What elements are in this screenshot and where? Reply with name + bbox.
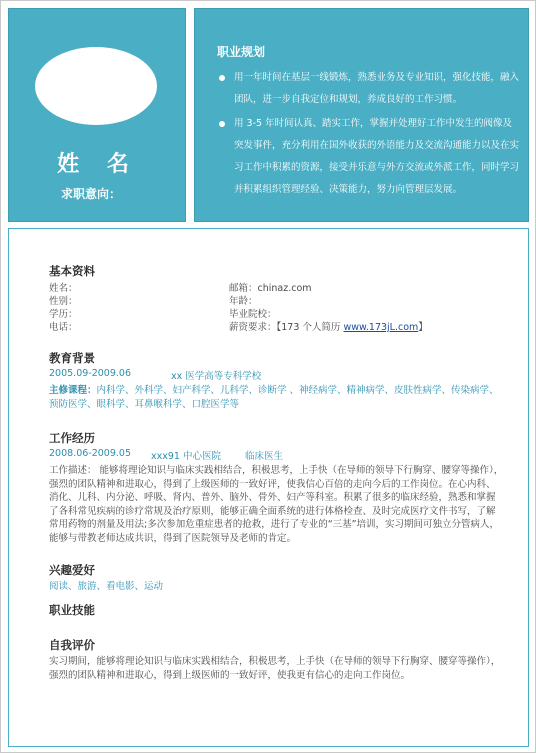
salary-label (229, 319, 428, 333)
education-period: 2005.09-2009.06 (49, 368, 131, 379)
career-plan-panel (194, 8, 529, 222)
career-plan-title: 职业规划 (217, 45, 266, 59)
work-title: 工作经历 (49, 431, 95, 445)
avatar (35, 47, 157, 125)
gender-label: 性别： (49, 296, 78, 307)
career-plan-item: 用一年时间在基层一线锻炼，熟悉业务及专业知识，强化技能，融入团队，进一步自我定位和规划，养成良好的工作习惯。 (217, 67, 521, 111)
self-eval-title: 自我评价 (49, 638, 95, 652)
career-plan-item: 用 3-5 年时间认真、踏实工作，掌握并处理好工作中发生的阀像及突发事件，充分利用在国外收获的外语能力及交流沟通能力以及在实习工作中积累的资源，接受并乐意与外方交流或外派工作，同时学习并积累组织管理经验、决策能力，努力向管理层发展。 (217, 113, 521, 201)
hobbies-title: 兴趣爱好 (49, 563, 95, 577)
basic-info-title: 基本资料 (49, 264, 95, 278)
phone-label: 电话： (49, 322, 78, 333)
profile-panel (8, 8, 186, 222)
job-intent: 求职意向： (61, 187, 122, 201)
education-title: 教育背景 (49, 351, 95, 365)
career-plan-list (217, 67, 521, 203)
education-courses (49, 384, 504, 411)
work-period: 2008.06-2009.05 (49, 448, 131, 459)
education-label: 学历： (49, 309, 78, 320)
work-position: 临床医生 (245, 451, 284, 462)
resume-body (8, 228, 529, 747)
work-company: xxx91 中心医院 (151, 451, 221, 462)
education-school: xx 医学高等专科学校 (171, 371, 262, 382)
name-label: 姓名： (49, 283, 78, 294)
salary-text: 薪资要求：【173 个人简历 (229, 322, 344, 333)
courses-text: 内科学、外科学、妇产科学、儿科学、诊断学 、神经病学、精神病学、皮肤性病学、传染病学、预防医学、眼科学、耳鼻喉科学、口腔医学等 (49, 385, 499, 410)
age-label: 年龄： (229, 296, 258, 307)
self-eval-content: 实习期间，能够将理论知识与临床实践相结合，积极思考，上手快（在导师的领导下行胸穿、腰穿等操作），强烈的团队精神和进取心，得到上级医师的一致好评，使我更有信心的走向工作岗位。 (49, 656, 501, 681)
website-link[interactable]: www.173jL.com (343, 322, 419, 333)
school-label: 毕业院校： (229, 309, 277, 320)
person-name: 姓 名 (57, 152, 139, 177)
skills-title: 职业技能 (49, 603, 95, 617)
hobbies-content: 阅读、旅游、看电影、运动 (49, 581, 164, 592)
work-description: 工作描述： 能够将理论知识与临床实践相结合，积极思考，上手快（在导师的领导下行胸穿、腰穿等操作），强烈的团队精神和进取心，得到了上级医师的一致好评，使我信心百倍的走向今后的工作岗位。在心内科、消化、儿科、内分泌、呼吸、肾内、普外、脑外、骨外、妇产等科室。积累了很多的临床经验，熟悉和掌握了各科常见疾病的诊疗常规及治疗原则，能够正确全面系统的进行体格检查、及时完成医疗文件书写，了解常用药物的剂量及用法;多次参加危重症患者的抢救，进行了专业的“三基”培训，实习期间可独立分管病人，能够与带教老师达成共识，得到了医院领导及老师的肯定。 (49, 465, 504, 544)
courses-label: 主修课程： (49, 385, 97, 396)
email-label: 邮箱：chinaz.com (229, 283, 312, 294)
salary-end: 】 (418, 322, 428, 333)
